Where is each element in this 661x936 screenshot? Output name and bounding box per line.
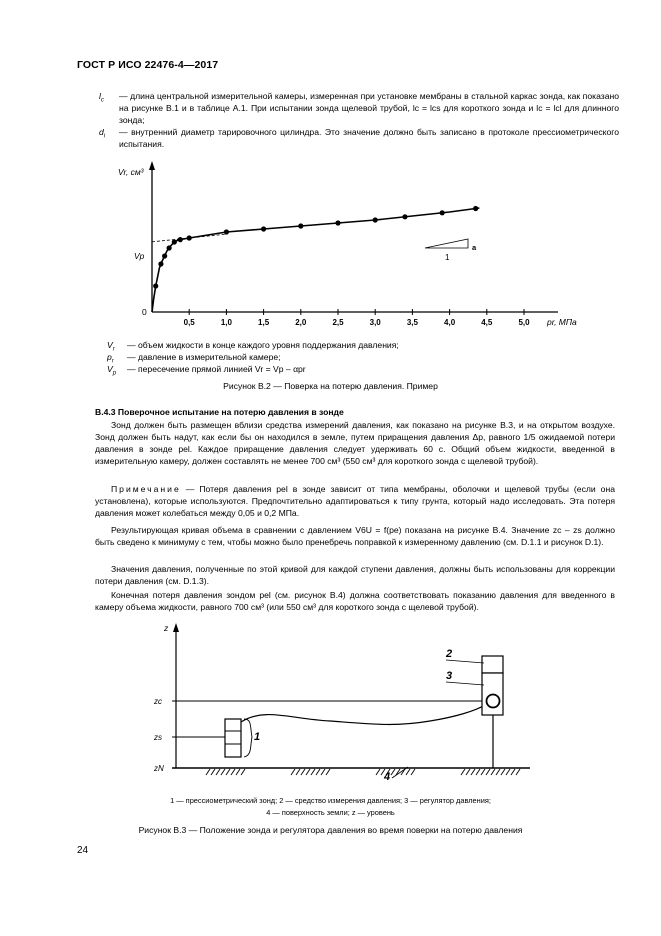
figure-b3-legend-line2: 4 — поверхность земли; z — уровень	[266, 808, 395, 817]
x-tick-label: 3,0	[369, 318, 381, 327]
paragraph-1: Зонд должен быть размещен вблизи средства измерений давления, как показано на рисунке В.3, и на открытом воздухе. Зонд должен быть надут, как если бы он находился в земле, путем приращения давления Δp, равного 1/5 ожидаемой потери давления в зонде pel. Каждое приращение давления следует удерживать 60 с. Общий объем жидкости, введенной в измерительную камеру, должен составлять не менее 700 см³ (550 см³ для короткого зонда с щелевой трубой).	[95, 420, 615, 466]
note-label: Примечание	[111, 484, 181, 494]
callout-3: 3	[446, 670, 453, 682]
regulator-outlet-icon	[487, 695, 500, 708]
definition-text: — внутренний диаметр тарировочного цилиндра. Это значение должно быть записано в протоколе прессиометрического испытания.	[119, 127, 619, 149]
zero-label: 0	[142, 307, 147, 317]
vp-label: Vp	[134, 251, 145, 261]
callout-1-brace	[244, 719, 252, 757]
callout-2: 2	[446, 648, 453, 660]
definitions-top	[99, 90, 619, 150]
x-tick-label: 2,0	[295, 318, 307, 327]
x-tick-label: 4,0	[444, 318, 456, 327]
figure-b3-legend-line1: 1 — прессиометрический зонд; 2 — средство измерения давления; 3 — регулятор давления;	[170, 796, 491, 805]
z-axis-label: z	[164, 623, 169, 633]
data-point	[402, 214, 407, 219]
figure-b2-caption: Рисунок В.2 — Поверка на потерю давления. Пример	[223, 381, 438, 391]
data-point	[473, 206, 478, 211]
data-point	[373, 217, 378, 222]
data-point	[335, 220, 340, 225]
volume-pressure-curve	[152, 208, 479, 312]
zn-label: zN	[154, 764, 164, 773]
paragraph-2: Результирующая кривая объема в сравнении с давлением V6U = f(pe) показана на рисунке В.4. Значение zc – zs должно быть сведено к минимуму с тем, чтобы можно было пренебречь поправкой к измеренному давлению (см. D.1.1 и рисунок D.1).	[95, 525, 615, 547]
callout-1: 1	[254, 731, 261, 743]
data-point	[162, 253, 167, 258]
data-point	[298, 223, 303, 228]
pressure-measuring-device	[482, 656, 503, 673]
data-point	[172, 239, 177, 244]
figure-b3-caption: Рисунок В.3 — Положение зонда и регулятора давления во время поверки на потерю давления	[138, 825, 523, 835]
slope-triangle	[425, 239, 468, 248]
x-tick-label: 3,5	[406, 318, 418, 327]
data-point	[178, 237, 183, 242]
pressiometric-probe	[225, 719, 241, 757]
data-point	[153, 283, 158, 288]
z-axis-arrow	[173, 623, 179, 632]
callout-4: 4	[384, 771, 391, 780]
connecting-tube	[241, 705, 485, 724]
data-point	[158, 261, 163, 266]
callout-3-leader	[446, 682, 484, 685]
x-tick-label: 1,0	[220, 318, 232, 327]
figure-b2-chart	[100, 155, 590, 340]
figure-b2-legend: $V_r$ — объем жидкости в конце каждого уровня поддержания давления; $p_r$ — давление в измерительной камере; $V_p$ — пересечение прямой линией Vr = Vp – αpr	[107, 340, 399, 377]
note-text: — Потеря давления pel в зонде зависит от типа мембраны, оболочки и щелевой трубы (если она установлена), которые используются. Предпочтительно адаптироваться к типу грунта, который надо исследовать. Эта потеря давления может колебаться между 0,05 и 0,2 МПа.	[95, 484, 615, 518]
callout-2-leader	[446, 660, 484, 663]
x-tick-label: 5,0	[518, 318, 530, 327]
zs-label: zs	[154, 733, 162, 742]
section-title: В.4.3 Поверочное испытание на потерю давления в зонде	[95, 407, 344, 417]
x-axis-tick-labels	[184, 318, 530, 327]
zc-label: zc	[154, 697, 162, 706]
y-axis-arrow	[149, 161, 155, 170]
x-tick-label: 0,5	[183, 318, 195, 327]
data-point	[440, 210, 445, 215]
definition-symbol: $l_c$	[99, 91, 104, 104]
x-tick-label: 4,5	[481, 318, 493, 327]
page-number: 24	[77, 845, 89, 856]
paragraph-4: Конечная потеря давления зондом pel (см. рисунок В.4) должна соответствовать показанию давления для введенного в камеру объема жидкости, равного 700 см³ (или 550 см³ для короткого зонда с щелевой трубой).	[95, 590, 615, 612]
x-tick-label: 2,5	[332, 318, 344, 327]
data-point	[261, 226, 266, 231]
ground-hatching	[206, 769, 520, 775]
y-axis-label: Vr, см³	[118, 167, 144, 177]
data-point	[224, 229, 229, 234]
slope-label-a: a	[472, 243, 477, 252]
definition-symbol: $d_i$	[99, 127, 106, 140]
definition-text: — длина центральной измерительной камеры, измеренная при установке мембраны в стальной каркас зонда, как показано на рисунке В.1 и в таблице А.1. При испытании зонда щелевой трубой, lc = lcs для короткого зонда и lc = lcl для длинного зонда;	[119, 91, 619, 125]
data-point	[187, 235, 192, 240]
note-paragraph	[95, 483, 615, 519]
paragraph-3: Значения давления, полученные по этой кривой для каждой ступени давления, должны быть использованы для коррекции потери давления (см. D.1.3).	[95, 564, 615, 586]
data-point	[167, 245, 172, 250]
slope-label-one: 1	[445, 253, 450, 262]
document-code: ГОСТ Р ИСО 22476-4—2017	[77, 59, 219, 71]
x-axis-label: pr, МПа	[547, 317, 577, 327]
x-tick-label: 1,5	[258, 318, 270, 327]
figure-b3-diagram	[140, 615, 560, 780]
